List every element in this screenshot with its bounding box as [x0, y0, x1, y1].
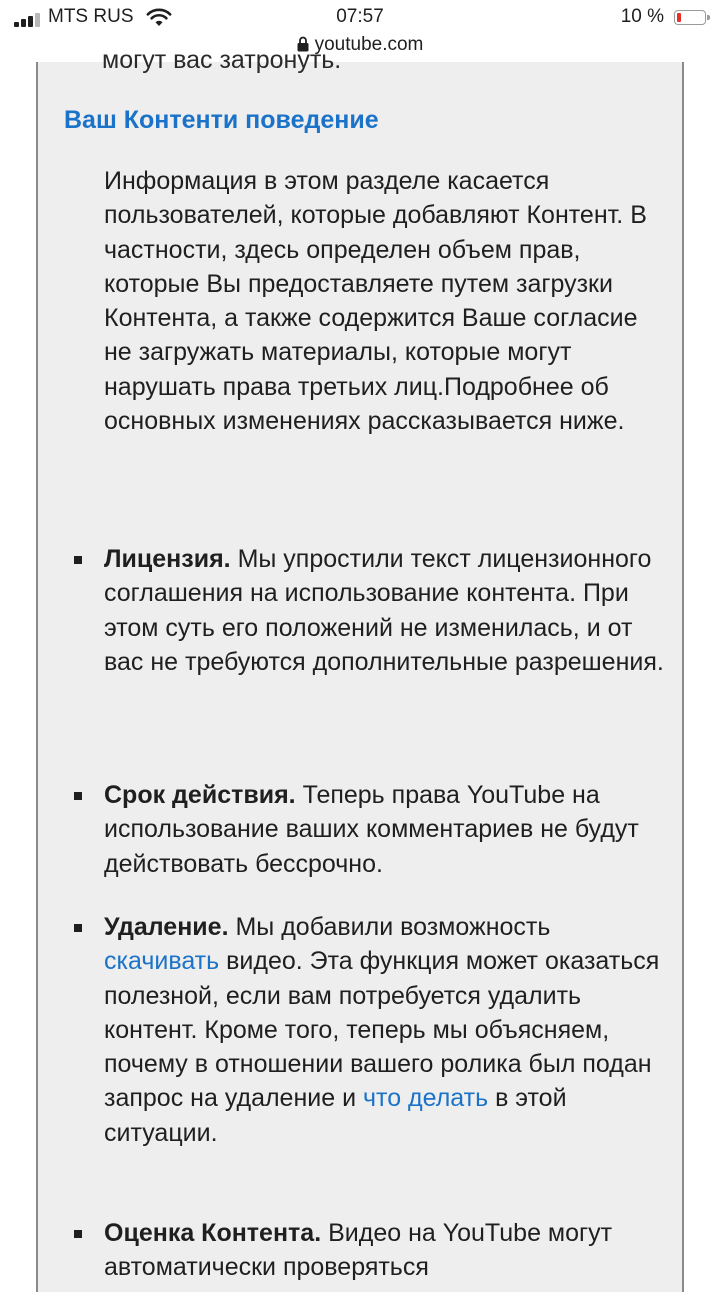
section-intro: Информация в этом разделе касается пользователей, которые добавляют Контент. В частности, здесь определен объем прав, которые Вы предоставляете путем загрузки Контента, а также содержится Ваше согласие не загружать материалы, которые могут нарушать права третьих лиц.Подробнее об основных изменениях рассказывается ниже.: [104, 167, 647, 436]
list-item-body: Мы упростили текст лицензионного соглашения на использование контента. При этом суть его положений не изменилась, и от вас не требуются дополнительные разрешения.: [104, 545, 664, 676]
url-text: youtube.com: [314, 34, 424, 55]
list-item-text: [104, 910, 664, 1150]
list-item-title: Оценка Контента.: [104, 1219, 322, 1247]
list-item-title: Удаление.: [104, 913, 229, 941]
list-item-text: [104, 1216, 664, 1285]
bullet-icon: [74, 792, 82, 800]
battery-percentage: 10 %: [620, 6, 664, 27]
bullet-icon: [74, 556, 82, 564]
list-item-title: Срок действия.: [104, 781, 296, 809]
list-item-text: [104, 542, 664, 679]
list-item-body: Видео на YouTube могут автоматически проверяться: [104, 1219, 613, 1282]
list-item-body: в этой ситуации.: [104, 1084, 567, 1147]
status-bar: [0, 0, 720, 34]
clock: 07:57: [336, 6, 384, 27]
list-item-body: видео. Эта функция может оказаться полезной, если вам потребуется удалить контент. Кроме того, теперь мы объясняем, почему в отношении вашего ролика был подан запрос на удаление и: [104, 947, 660, 1113]
terms-content: [36, 46, 684, 1292]
bullet-icon: [74, 924, 82, 932]
list-item-title: Лицензия.: [104, 545, 231, 573]
cut-off-text: могут вас затронуть.: [102, 46, 342, 74]
list-item-body: Теперь права YouTube на использование ваших комментариев не будут действовать бессрочно.: [104, 781, 639, 878]
download-link[interactable]: скачивать: [104, 947, 220, 976]
battery-icon: [674, 10, 706, 25]
list-item-body: Мы добавили возможность: [228, 913, 551, 941]
carrier-name: MTS RUS: [48, 6, 134, 27]
what-to-do-link[interactable]: что делать: [363, 1084, 489, 1113]
section-heading: Ваш Контенти поведение: [64, 106, 379, 134]
list-item-text: [104, 778, 664, 881]
bullet-icon: [74, 1230, 82, 1238]
